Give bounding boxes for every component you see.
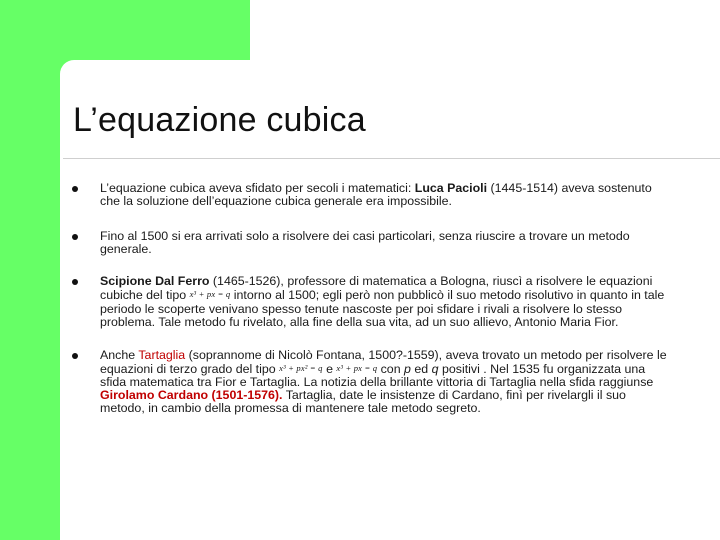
formula-cubic: x³ + px = q: [189, 289, 231, 300]
bullet-dot-icon: [72, 353, 78, 359]
name-highlight: Luca Pacioli: [414, 181, 488, 195]
bullet-text: ed: [410, 361, 432, 376]
slide-title: L’equazione cubica: [73, 101, 366, 139]
bullet-item-dal-ferro: [70, 275, 670, 328]
variable-q: q: [431, 361, 439, 376]
bullet-dot-icon: [72, 186, 78, 192]
formula-cubic: x³ + px = q: [336, 362, 378, 373]
bullet-item-casi-particolari: [70, 230, 670, 256]
bullet-text: (1445-1514) aveva sostenuto che la soluzione dell’equazione cubica generale era impossibile.: [100, 181, 652, 209]
bullet-text: Anche: [100, 347, 139, 362]
bullet-text: L’equazione cubica aveva sfidato per secoli i matematici:: [100, 181, 415, 195]
formula-cubic: x³ + px² = q: [279, 362, 323, 373]
bullet-text: (1465-1526), professore di matematica a Bologna, riuscì a risolvere le equazioni cubiche del tipo: [100, 274, 653, 303]
bullet-text: con: [377, 361, 405, 376]
accent-bar-top: [60, 0, 250, 60]
bullet-text: Fino al 1500 si era arrivati solo a risolvere dei casi particolari, senza riuscire a trovare un metodo generale.: [100, 229, 630, 257]
bullet-text: e: [322, 361, 337, 376]
variable-p: p: [404, 361, 411, 376]
accent-bar-left: [0, 0, 60, 540]
bullet-list: [70, 182, 670, 415]
bullet-text: positivi . Nel 1535 fu organizzata una sfida matematica tra Fior e Tartaglia. La notizia della brillante vittoria di Tartaglia nella sfida raggiunse: [100, 361, 654, 389]
bullet-dot-icon: [72, 234, 78, 240]
name-highlight: Scipione Dal Ferro: [100, 274, 210, 289]
name-highlight: Tartaglia: [138, 347, 186, 362]
name-highlight: Girolamo Cardano (1501-1576).: [100, 388, 283, 403]
bullet-text: Tartaglia, date le insistenze di Cardano, finì per rivelargli il suo metodo, in cambio della promessa di mantenere tale metodo segreto.: [100, 388, 626, 416]
bullet-item-tartaglia: [70, 349, 670, 415]
bullet-item-pacioli: [70, 182, 670, 208]
bullet-text: (soprannome di Nicolò Fontana, 1500?-1559), aveva trovato un metodo per risolvere le equazioni di terzo grado del tipo: [100, 347, 667, 376]
title-divider: [63, 158, 720, 159]
bullet-dot-icon: [72, 279, 78, 285]
bullet-text: intorno al 1500; egli però non pubblicò il suo metodo risolutivo in quanto in tale periodo le scoperte venivano spesso tenute nascoste per poi sfidare i rivali a risolvere lo stesso problema. Tale metodo fu rivelato, alla fine della sua vita, ad un suo allievo, Antonio Maria Fior.: [100, 288, 665, 329]
